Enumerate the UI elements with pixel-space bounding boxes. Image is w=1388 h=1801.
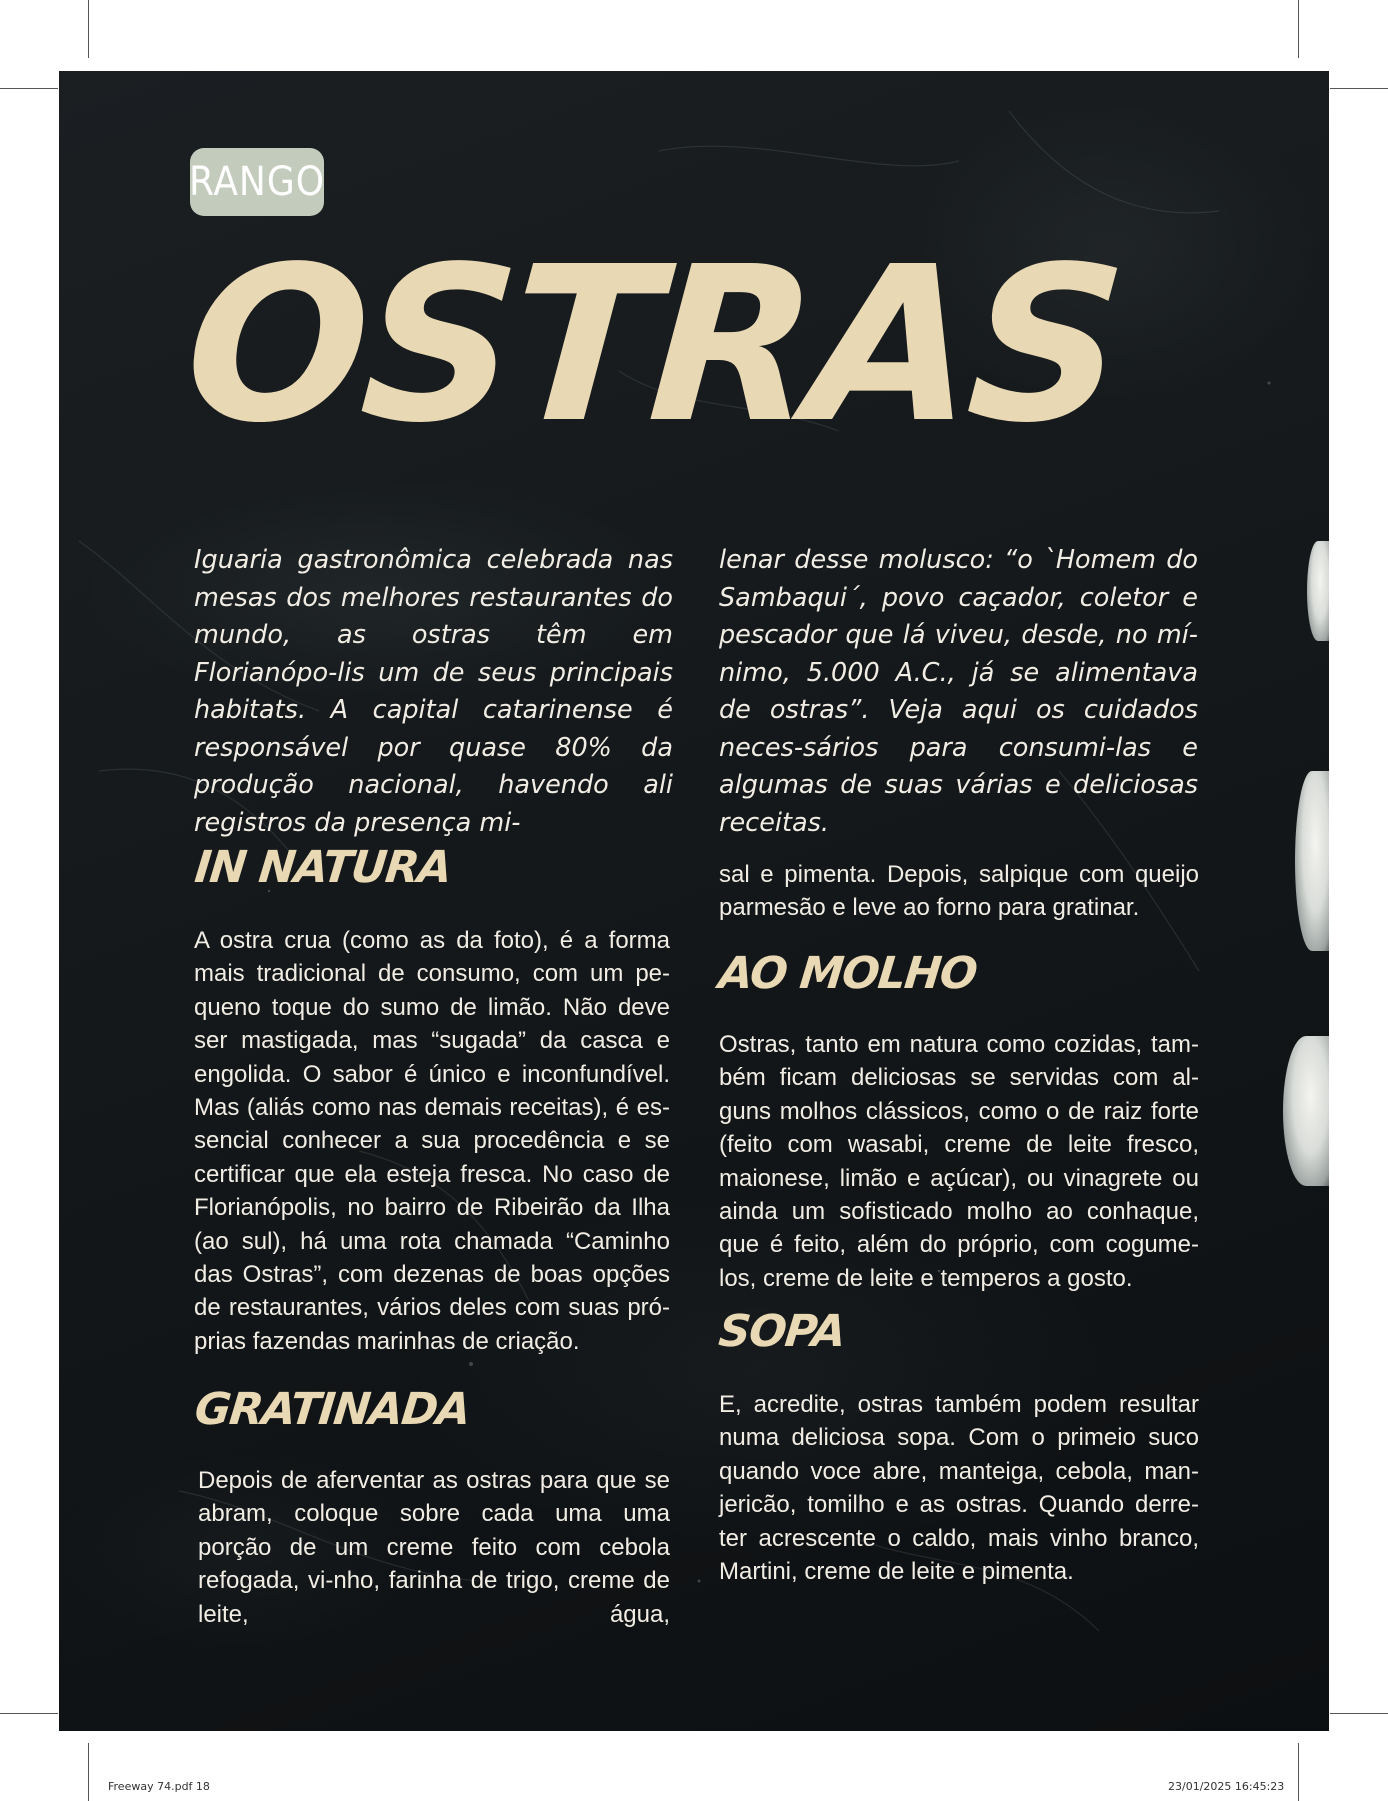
heading-sopa: SOPA	[716, 1306, 848, 1357]
magazine-page	[59, 71, 1329, 1731]
heading-in-natura: IN NATURA	[192, 842, 454, 893]
crop-mark	[1330, 88, 1388, 89]
crop-mark	[88, 1743, 89, 1801]
ao-molho-text: Ostras, tanto em natura como cozidas, tam-bém ficam deliciosas se servidas com al-guns molhos clássicos, como o de raiz forte (feito com wasabi, creme de leite fresco, maionese, limão e açúcar), ou vinagrete ou ainda um sofisticado molho ao conhaque, que é feito, além do próprio, com cogume-los, creme de leite e temperos a gosto.	[719, 1031, 1199, 1292]
heading-gratinada: GRATINADA	[192, 1384, 472, 1435]
intro-right: lenar desse molusco: “o `Homem do Sambaqui´, povo caçador, coletor e pescador que lá viveu, desde, no mí-nimo, 5.000 A.C., já se alimentava de ostras”. Veja aqui os cuidados neces-sários para consumi-las e algumas de suas várias e deliciosas receitas.	[719, 545, 1198, 838]
gratinada-text: Depois de aferventar as ostras para que se abram, coloque sobre cada uma uma porção de um creme feito com cebola refogada, vi-nho, farinha de trigo, creme de leite, água,	[198, 1467, 670, 1628]
crop-mark	[1298, 1743, 1299, 1801]
oyster-shell	[1307, 541, 1329, 641]
page-title: OSTRAS	[178, 221, 1127, 470]
oyster-shell	[1283, 1036, 1329, 1186]
sopa-text: E, acredite, ostras também podem resultar numa deliciosa sopa. Com o primeio suco quando voce abre, manteiga, cebola, man-jericão, tomilho e as ostras. Quando derre-ter acrescente o caldo, mais vinho branco, Martini, creme de leite e pimenta.	[719, 1391, 1199, 1586]
section-badge: RANGO	[190, 148, 324, 216]
crop-mark	[88, 0, 89, 58]
oyster-shell	[1295, 771, 1329, 951]
in-natura-text: A ostra crua (como as da foto), é a forma mais tradicional de consumo, com um pe-queno toque do sumo de limão. Não deve ser mastigada, mas “sugada” da casca e engolida. O sabor é único e inconfundível. Mas (aliás como nas demais receitas), é es-sencial conhecer a sua procedência e se certificar que ela esteja fresca. No caso de Florianópolis, no bairro de Ribeirão da Ilha (ao sul), há uma rota chamada “Caminho das Ostras”, com dezenas de boas opções de restaurantes, vários deles com suas pró-prias fazendas marinhas de criação.	[194, 927, 670, 1355]
crop-mark	[0, 1713, 58, 1714]
footer-file: Freeway 74.pdf 18	[108, 1780, 210, 1793]
crop-mark	[1298, 0, 1299, 58]
crop-mark	[1330, 1713, 1388, 1714]
intro-left: Iguaria gastronômica celebrada nas mesas dos melhores restaurantes do mundo, as ostras têm em Florianópo-lis um de seus principais habitats. A capital catarinense é responsável por quase 80% da produção nacional, havendo ali registros da presença mi-	[194, 545, 673, 838]
gratinada-continued: sal e pimenta. Depois, salpique com queijo parmesão e leve ao forno para gratinar.	[719, 861, 1199, 922]
crop-mark	[0, 88, 58, 89]
heading-ao-molho: AO MOLHO	[716, 948, 979, 999]
footer-timestamp: 23/01/2025 16:45:23	[1168, 1780, 1285, 1793]
